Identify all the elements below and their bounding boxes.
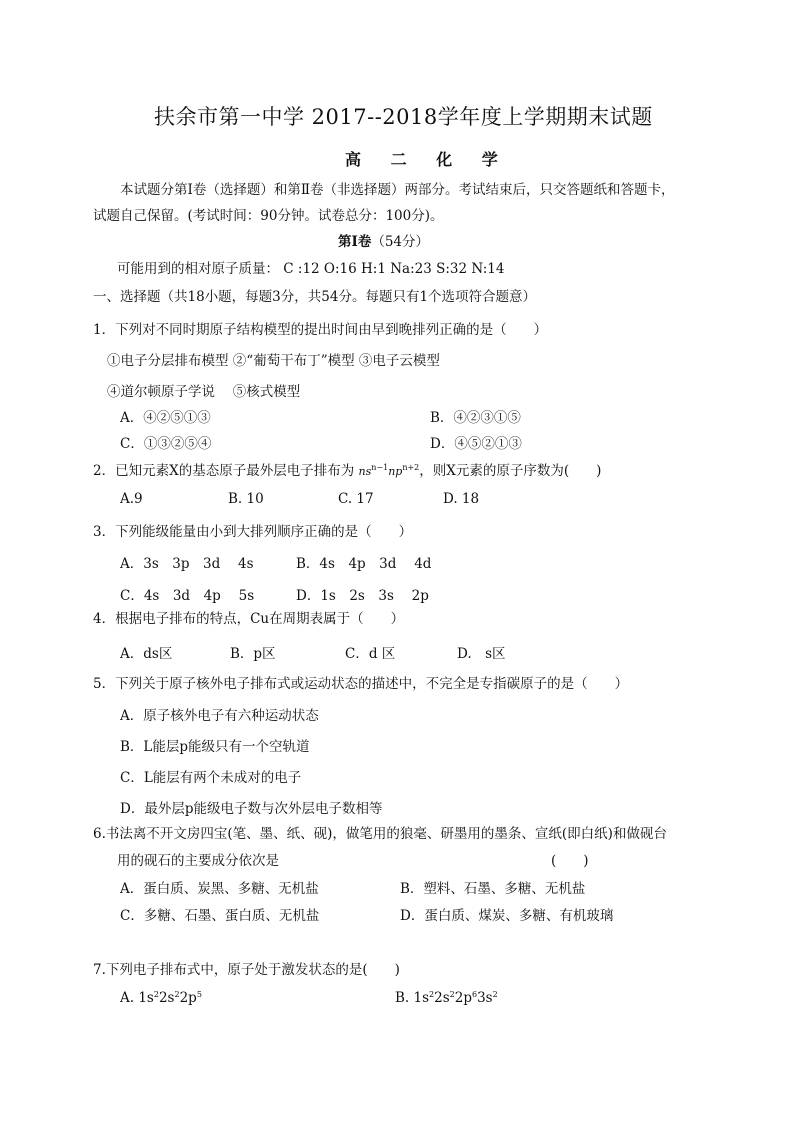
atomic-masses: 可能用到的相对原子质量： C :12 O:16 H:1 Na:23 S:32 N:14 xyxy=(117,261,505,277)
intro-line-2: 试题自己保留。(考试时间：90分钟。试卷总分：100分)。 xyxy=(93,208,444,224)
q7-b-sup: 2 xyxy=(492,990,498,999)
exam-title: 扶余市第一中学 2017--2018学年度上学期期末试题 xyxy=(154,105,653,129)
q4-option-b: B．p区 xyxy=(230,646,276,662)
q1-stem: 1．下列对不同时期原子结构模型的提出时间由早到晚排列正确的是（ ） xyxy=(93,322,548,338)
q3-stem: 3．下列能级能量由小到大排列顺序正确的是（ ） xyxy=(93,524,413,540)
q2-formula-np: np xyxy=(388,465,403,478)
section-heading xyxy=(338,233,429,251)
q6-option-c: C．多糖、石墨、蛋白质、无机盐 xyxy=(120,908,320,924)
q7-b-part: 1s xyxy=(413,990,430,1006)
q6-option-b: B．塑料、石墨、多糖、无机盐 xyxy=(400,881,586,897)
q7-a-part: 2p xyxy=(179,990,197,1006)
q6-answer-bracket: ( ) xyxy=(551,853,589,869)
q2-formula-ns: ns xyxy=(358,465,372,478)
q2-option-c: C. 17 xyxy=(338,491,374,507)
q2-formula-np-sup: n+2 xyxy=(402,463,420,472)
q7-stem: 7.下列电子排布式中，原子处于激发状态的是( ) xyxy=(93,962,400,978)
section-heading-label: 第Ⅰ卷 xyxy=(338,234,372,250)
q1-option-c: C．①③②⑤④ xyxy=(120,436,212,452)
q7-b-label: B. xyxy=(395,990,414,1006)
q5-stem: 5．下列关于原子核外电子排布式或运动状态的描述中，不完全是专指碳原子的是（ ） xyxy=(93,676,629,692)
q7-option-b xyxy=(395,989,498,1007)
q7-a-part: 1s xyxy=(138,990,154,1006)
q1-option-d: D．④⑤②①③ xyxy=(430,436,522,452)
intro-line-1: 本试题分第Ⅰ卷（选择题）和第Ⅱ卷（非选择题）两部分。考试结束后，只交答题纸和答题卡， xyxy=(120,182,675,198)
q7-b-sup: 2 xyxy=(429,990,435,999)
q4-stem: 4．根据电子排布的特点，Cu在周期表属于（ ） xyxy=(93,611,405,627)
q7-b-part: 2p xyxy=(454,990,472,1006)
q2-stem-post: ，则X元素的原子序数为( ) xyxy=(419,463,602,479)
q7-a-label: A. xyxy=(120,990,139,1006)
q5-option-b: B．L能层p能级只有一个空轨道 xyxy=(120,739,310,755)
q7-option-a xyxy=(120,989,202,1007)
q6-stem-line-2: 用的砚石的主要成分依次是 xyxy=(117,853,279,869)
q3-option-b: B．4s 4p 3d 4d xyxy=(296,556,432,572)
choice-section-header: 一、选择题（共18小题，每题3分，共54分。每题只有1个选项符合题意） xyxy=(93,289,537,305)
q5-option-c: C．L能层有两个未成对的电子 xyxy=(120,770,302,786)
q7-b-part: 2s xyxy=(434,990,450,1006)
q4-option-d: D. s区 xyxy=(457,646,506,662)
q2-stem xyxy=(93,462,601,481)
q7-a-sup: 2 xyxy=(153,990,159,999)
q2-formula-ns-sup: n−1 xyxy=(371,463,389,472)
q6-option-a: A．蛋白质、炭黑、多糖、无机盐 xyxy=(120,881,319,897)
q6-stem-line-1: 6.书法离不开文房四宝(笔、墨、纸、砚)，做笔用的狼毫、研墨用的墨条、宣纸(即白纸)和做砚台 xyxy=(93,826,667,842)
q3-option-c: C．4s 3d 4p 5s xyxy=(120,588,255,604)
q4-option-c: C．d 区 xyxy=(345,646,396,662)
q7-a-part: 2s xyxy=(158,990,175,1006)
q4-option-a: A．ds区 xyxy=(120,646,173,662)
q7-a-sup: 2 xyxy=(174,990,180,999)
q2-option-d: D. 18 xyxy=(443,491,480,507)
section-heading-score: （54分） xyxy=(371,234,430,250)
q1-option-b: B．④②③①⑤ xyxy=(430,410,521,426)
q1-items-line-1: ①电子分层排布模型 ②“葡萄干布丁”模型 ③电子云模型 xyxy=(107,353,440,369)
q3-option-a: A．3s 3p 3d 4s xyxy=(120,556,254,572)
q1-items-line-2: ④道尔顿原子学说 ⑤核式模型 xyxy=(107,384,301,400)
q2-stem-pre: 2．已知元素X的基态原子最外层电子排布为 xyxy=(93,463,359,479)
q6-option-d: D．蛋白质、煤炭、多糖、有机玻璃 xyxy=(400,908,614,924)
q5-option-a: A．原子核外电子有六种运动状态 xyxy=(120,708,319,724)
q2-option-b: B. 10 xyxy=(228,491,264,507)
q1-option-a: A．④②⑤①③ xyxy=(120,410,211,426)
q2-option-a: A.9 xyxy=(120,491,143,507)
exam-subtitle: 高 二 化 学 xyxy=(345,150,510,169)
q7-b-sup: 6 xyxy=(472,990,478,999)
q7-b-part: 3s xyxy=(477,990,493,1006)
q3-option-d: D．1s 2s 3s 2p xyxy=(296,588,429,604)
q7-b-sup: 2 xyxy=(449,990,455,999)
q7-a-sup: 5 xyxy=(196,990,202,999)
q5-option-d: D．最外层p能级电子数与次外层电子数相等 xyxy=(120,801,383,817)
